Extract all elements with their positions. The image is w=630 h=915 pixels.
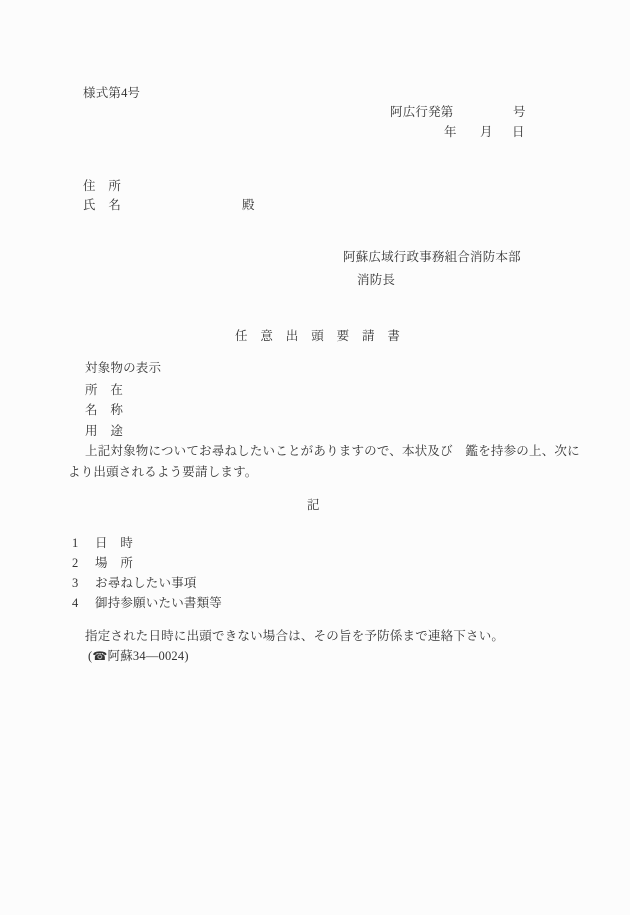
- date-month-label: 月: [480, 125, 493, 139]
- subject-location-label: 所 在: [85, 383, 124, 397]
- date-year-label: 年: [444, 125, 457, 139]
- subject-use-label: 用 途: [85, 424, 124, 438]
- list-item-3-label: お尋ねしたい事項: [95, 576, 197, 590]
- recipient-honorific: 殿: [242, 198, 255, 212]
- phone-paren-open: (: [88, 649, 93, 663]
- body-paragraph-line-2: より出頭されるよう要請します。: [68, 465, 258, 479]
- list-item-2-number: 2: [72, 556, 79, 570]
- sender-title: 消防長: [357, 273, 396, 287]
- list-item-4-label: 御持参願いたい書類等: [95, 596, 223, 610]
- subject-name-label: 名 称: [85, 403, 124, 417]
- document-title: 任 意 出 頭 要 請 書: [235, 329, 401, 343]
- footer-phone: [88, 650, 189, 664]
- recipient-address-label: 住 所: [83, 179, 122, 193]
- list-item-4-number: 4: [72, 596, 79, 610]
- list-item-2-label: 場 所: [95, 556, 134, 570]
- record-marker: 記: [307, 498, 320, 512]
- issue-number-prefix: 阿広行発第: [390, 105, 454, 119]
- date-day-label: 日: [512, 125, 525, 139]
- telephone-icon: ☎: [92, 649, 108, 663]
- body-paragraph-line-1: 上記対象物についてお尋ねしたいことがありますので、本状及び 鑑を持参の上、次に: [85, 444, 580, 458]
- phone-paren-close: ): [184, 649, 189, 663]
- form-number: 様式第4号: [83, 86, 141, 100]
- footer-note: 指定された日時に出頭できない場合は、その旨を予防係まで連絡下さい。: [85, 629, 505, 643]
- list-item-1-label: 日 時: [95, 536, 134, 550]
- subject-heading: 対象物の表示: [85, 361, 162, 375]
- issue-number-suffix: 号: [513, 105, 526, 119]
- phone-number: 阿蘇34―0024: [107, 649, 185, 663]
- recipient-name-label: 氏 名: [83, 198, 122, 212]
- sender-organization: 阿蘇広域行政事務組合消防本部: [343, 250, 521, 264]
- list-item-1-number: 1: [72, 536, 79, 550]
- list-item-3-number: 3: [72, 576, 79, 590]
